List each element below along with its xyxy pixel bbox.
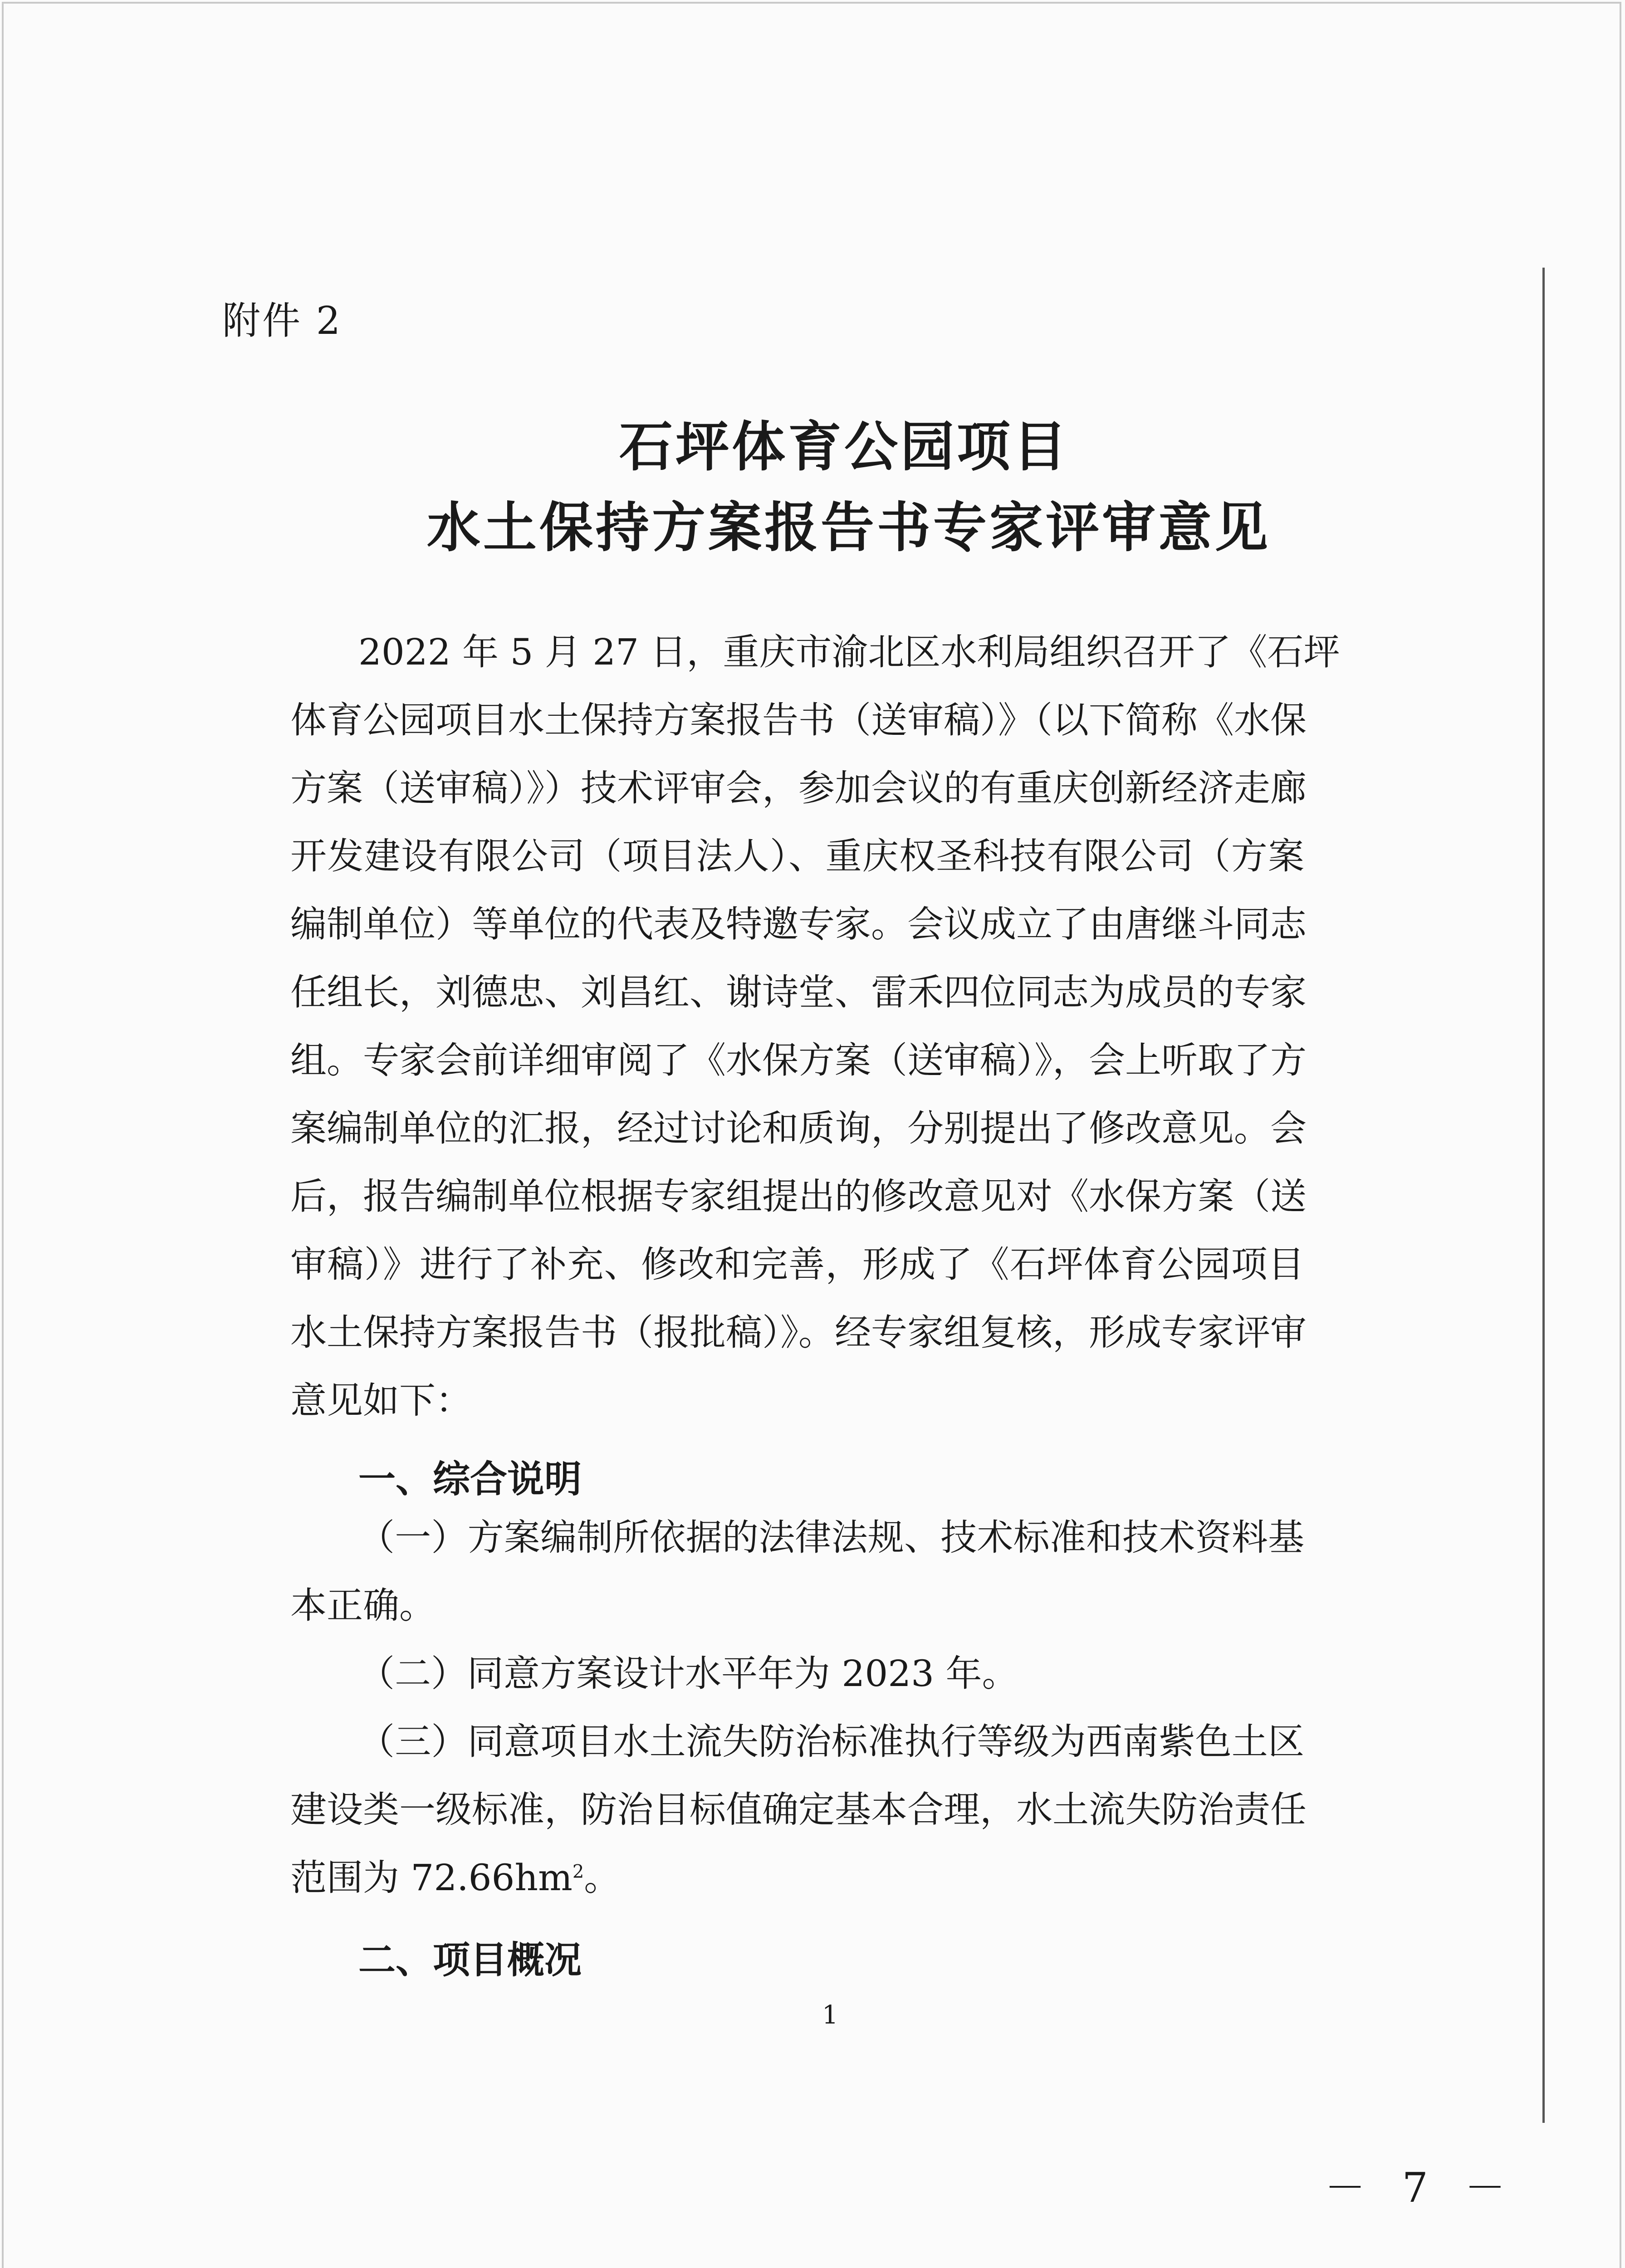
attachment-label: 附件 2 (222, 298, 343, 343)
section-heading-2: 二、项目概况 (358, 1939, 582, 1982)
paragraph-line: 编制单位）等单位的代表及特邀专家。会议成立了由唐继斗同志 (290, 903, 1307, 945)
document-title-line-2: 水土保持方案报告书专家评审意见 (426, 496, 1271, 559)
paragraph-line: 方案（送审稿）》）技术评审会，参加会议的有重庆创新经济走廊 (290, 767, 1307, 809)
paragraph-line: 案编制单位的汇报，经过讨论和质询，分别提出了修改意见。会 (290, 1107, 1307, 1149)
item-line (290, 1857, 621, 1899)
item-line: （一）方案编制所依据的法律法规、技术标准和技术资料基 (358, 1516, 1304, 1559)
paragraph-line: 组。专家会前详细审阅了《水保方案（送审稿）》，会上听取了方 (290, 1039, 1307, 1081)
paragraph-line: 开发建设有限公司（项目法人）、重庆权圣科技有限公司（方案 (290, 835, 1304, 877)
section-heading-1: 一、综合说明 (358, 1458, 582, 1501)
paragraph-line: 后，报告编制单位根据专家组提出的修改意见对《水保方案（送 (290, 1175, 1307, 1217)
paragraph-line: 水土保持方案报告书（报批稿）》。经专家组复核，形成专家评审 (290, 1311, 1307, 1354)
paragraph-line: 2022 年 5 月 27 日，重庆市渝北区水利局组织召开了《石坪 (358, 631, 1340, 673)
paragraph-line: 体育公园项目水土保持方案报告书（送审稿）》（以下简称《水保 (290, 699, 1307, 741)
area-text: 范围为 72.66hm (290, 1857, 573, 1899)
document-title-line-1: 石坪体育公园项目 (619, 415, 1069, 478)
area-text-end: 。 (584, 1857, 621, 1899)
page-number: － 7 － (1325, 2164, 1517, 2212)
paragraph-line: 任组长，刘德忠、刘昌红、谢诗堂、雷禾四位同志为成员的专家 (290, 971, 1307, 1013)
paragraph-line: 审稿）》进行了补充、修改和完善，形成了《石坪体育公园项目 (290, 1243, 1304, 1286)
item-line: （二）同意方案设计水平年为 2023 年。 (358, 1652, 1018, 1695)
area-unit-superscript: 2 (572, 1861, 584, 1882)
item-line: 本正确。 (290, 1584, 436, 1627)
paragraph-line: 意见如下： (290, 1379, 472, 1422)
inner-page-number: 1 (822, 2000, 838, 2030)
item-line: （三）同意项目水土流失防治标准执行等级为西南紫色土区 (358, 1721, 1304, 1763)
item-line: 建设类一级标准，防治目标值确定基本合理，水土流失防治责任 (290, 1789, 1307, 1831)
